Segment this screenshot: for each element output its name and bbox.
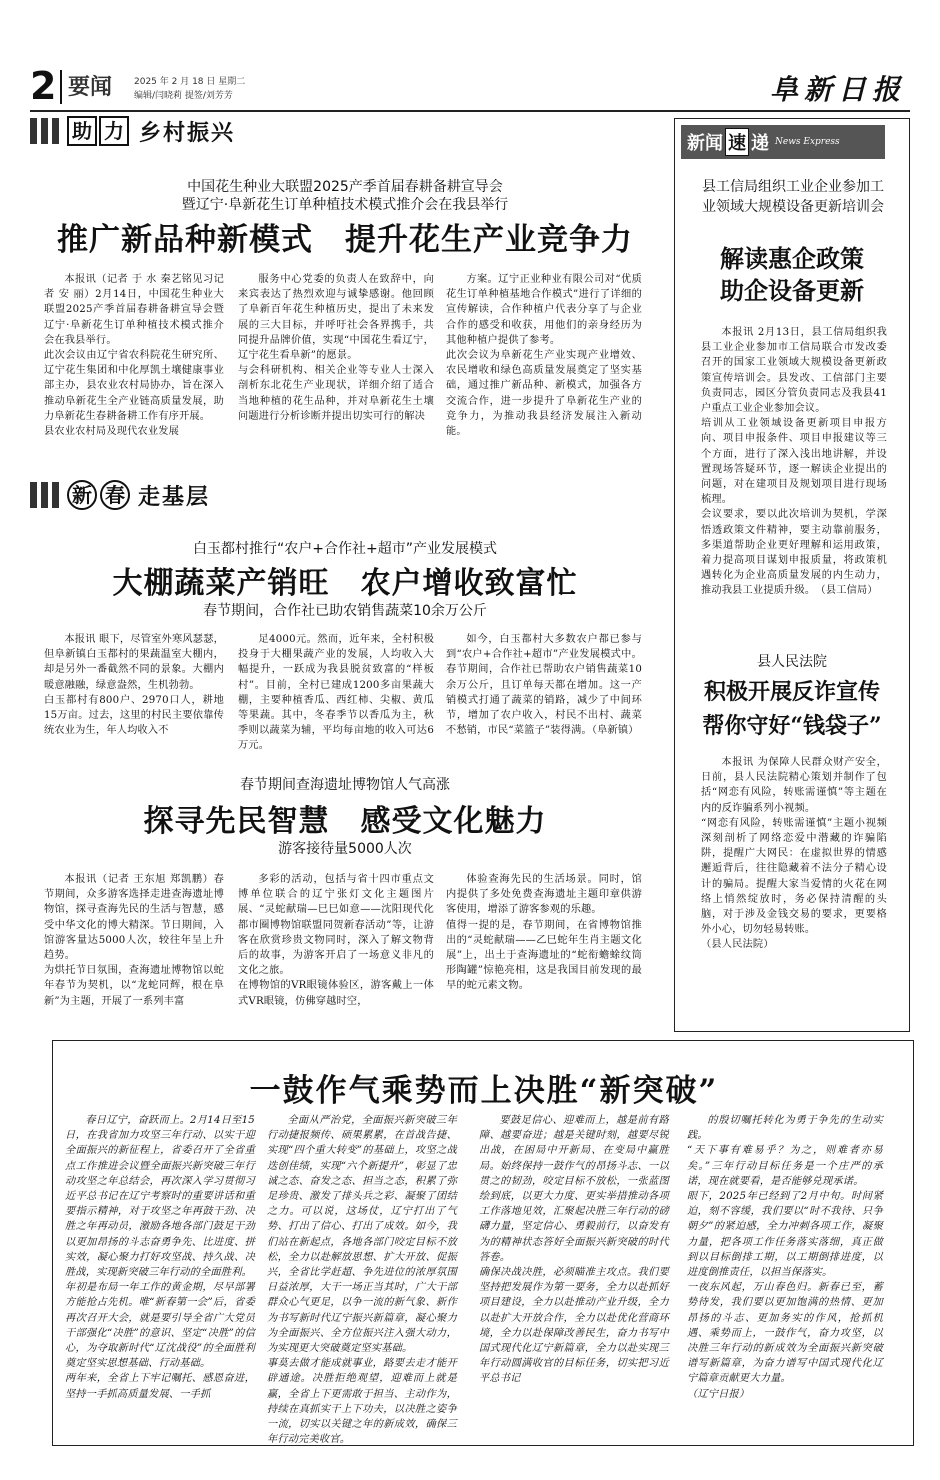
header-prefix: 新闻 bbox=[687, 133, 723, 154]
banner-title: 走基层 bbox=[138, 484, 211, 510]
story2-body: 本报讯 为保障人民群众财产安全，日前，县人民法院精心策划并制作了包括“网恋有风险，转账需谨慎”等主题在内的反诈骗系列小视频。 “网恋有风险，转账需谨慎”主题小视频深刻剖析了网络恋爱中潜藏的诈骗陷阱，提醒广大网民：在虚拟世界的情感邂逅背后，往往隐藏着不法分子精心设计的骗局。提醒大家当爱情的火花在网络上悄然绽放时，务必保持清醒的头脑，对于涉及金钱交易的要求，更要格外小心，切勿轻易转账。 （县人民法院） bbox=[701, 757, 887, 951]
banner-bars bbox=[30, 482, 59, 508]
article3-col3: 体验查海先民的生活场景。同时，馆内提供了多处免费查海遗址主题印章供游客使用，增添了游客参观的乐趣。 值得一提的是，春节期间，在省博物馆推出的“灵蛇献瑞——乙巳蛇年生肖主题文化展”上，出土于查海遗址的“蛇衔蟾蜍纹筒形陶罐”惊艳亮相，这是我国目前发现的最早的蛇元素文物。 bbox=[446, 874, 642, 992]
article2-subhead: 春节期间，合作社已助农销售蔬菜10余万公斤 bbox=[203, 603, 487, 619]
page-number: 2 bbox=[30, 64, 57, 108]
story2-kicker: 县人民法院 bbox=[757, 654, 827, 670]
masthead bbox=[30, 66, 910, 108]
article3-headline: 探寻先民智慧 感受文化魅力 bbox=[143, 804, 547, 839]
article1-kicker-2: 暨辽宁·阜新花生订单种植技术模式推介会在我县举行 bbox=[181, 197, 509, 213]
article2-col1: 本报讯 眼下，尽管室外寒风瑟瑟，但阜新镇白玉都村的果蔬温室大棚内，却是另外一番截然不同的景象。大棚内暖意融融，绿意盎然，生机勃勃。 白玉都村有800户、2970口人，耕地15万亩。过去，这里的村民主要依靠传统农业为生，年人均收入不 bbox=[44, 634, 224, 737]
banner-title: 乡村振兴 bbox=[139, 120, 236, 146]
editorial-col4: 的殷切嘱托转化为勇于争先的生动实践。 “天下事有难易乎？为之，则难者亦易矣。”三年行动目标任务是一个庄严的承诺，现在就要看，是否能够兑现承诺。 眼下，2025年已经到了2月中旬。时间紧迫，刻不容缓，我们要以“时不我待、只争朝夕”的紧迫感，全力冲刺各项工作，凝聚力量，把各项工作任务落实落细，真正做到以目标倒排工期，以工期倒排进度，以进度倒推责任，以担当保落实。 一夜东风起，万山春色归。新春已至，蓄势待发，我们要以更加饱满的热情、更加昂扬的斗志、更加务实的作风，抢抓机遇、乘势而上，一鼓作气，奋力攻坚，以决胜三年行动的新成效为全面振兴新突破谱写新篇章，为奋力谱写中国式现代化辽宁篇章贡献更大力量。 （辽宁日报） bbox=[687, 1115, 883, 1400]
story1-kicker: 县工信局组织工业企业参加工业领域大规模设备更新培训会 bbox=[702, 179, 884, 215]
article2-col3: 如今，白玉都村大多数农户都已参与到“农户+合作社+超市”产业发展模式中。春节期间，合作社已帮助农户销售蔬菜10余万公斤，且订单每天都在增加。这一产销模式打通了蔬菜的销路，减少了中间环节，增加了农户收入，村民不出村、蔬菜不愁销，市民“菜篮子”装得满。（阜新镇） bbox=[446, 634, 642, 737]
article3-col1: 本报讯（记者 王东旭 郑凯鹏）春节期间，众多游客选择走进查海遗址博物馆，探寻查海先民的生活与智慧，感受中华文化的博大精深。节日期间，入馆游客量达5000人次，较往年呈上升趋势。 为烘托节日氛围，查海遗址博物馆以蛇年春节为契机，以“龙蛇同辉，根在阜新”为主题，开展了一系列丰富 bbox=[44, 874, 224, 1007]
date-line: 2025 年 2 月 18 日 星期二 bbox=[134, 77, 246, 87]
article1-col2: 服务中心党委的负责人在致辞中，向来宾表达了热烈欢迎与诚挚感谢。他回顾了阜新百年花生种植历史，提出了未来发展的三大目标，并呼吁社会各界携手，共同提升品牌价值，实现“中国花生看辽宁，辽宁花生看阜新”的愿景。 与会科研机构、相关企业等专业人士深入剖析东北花生产业现状，详细介绍了适合当地种植的花生品种，并对阜新花生土壤问题进行分析诊断并提出切实可行的解决 bbox=[238, 274, 434, 422]
article1-headline: 推广新品种新模式 提升花生产业竞争力 bbox=[57, 222, 633, 258]
masthead-divider bbox=[60, 70, 62, 104]
banner-bars bbox=[30, 118, 59, 144]
news-express-header bbox=[681, 125, 885, 159]
article3-subhead: 游客接待量5000人次 bbox=[278, 841, 412, 857]
section-banner-newyear bbox=[30, 482, 210, 508]
article2-kicker: 白玉都村推行“农户+合作社+超市”产业发展模式 bbox=[193, 541, 497, 557]
story2-headline-2: 帮你守好“钱袋子” bbox=[702, 713, 882, 739]
news-express-box bbox=[674, 118, 910, 1032]
article2-headline: 大棚蔬菜产销旺 农户增收致富忙 bbox=[112, 566, 578, 601]
paper-name: 阜新日报 bbox=[769, 73, 906, 106]
story1-body: 本报讯 2月13日，县工信局组织我县工业企业参加市工信局联合市发改委召开的国家工业领域大规模设备更新政策宣传培训会。县发改、工信部门主要负责同志，园区分管负责同志及我县41户重点工业企业参加会议。 培训从工业领域设备更新项目申报方向、项目申报条件、项目申报建议等三个方面，进行了深入浅出地讲解，并设置现场答疑环节，逐一解读企业提出的问题，对在建项目及规划项目进行现场梳理。 会议要求，要以此次培训为契机，学深悟透政策文件精神，要主动靠前服务，多渠道帮助企业更好理解和运用政策，着力提高项目谋划申报质量，将政策机遇转化为企业高质量发展的内生动力，推动我县工业提质升级。 （县工信局） bbox=[701, 327, 887, 597]
article1-col3: 方案。辽宁正业种业有限公司对“优质花生订单种植基地合作模式”进行了详细的宣传解读，合作种植户代表分享了与企业合作的感受和收获，用他们的亲身经历为其他种植户提供了参考。 此次会议为阜新花生产业实现产业增效、农民增收和绿色高质量发展奠定了坚实基础，通过推广新品种、新模式，加强各方交流合作，进一步提升了阜新花生产业的竞争力，为推动我县经济发展注入新动能。 bbox=[446, 274, 642, 438]
article2-col2: 足4000元。然而，近年来，全村积极投身于大棚果蔬产业的发展，人均收入大幅提升，一跃成为我县脱贫致富的“样板村”。目前，全村已建成1200多亩果蔬大棚，主要种植香瓜、西红柿、尖椒、黄瓜等果蔬。其中，冬春季节以香瓜为主，秋季则以蔬菜为辅，平均每亩地的收入可达6万元。 bbox=[238, 634, 434, 752]
masthead-rule bbox=[30, 110, 910, 112]
header-boxed-char: 速 bbox=[725, 128, 749, 156]
editorial-col3: 要鼓足信心、迎难而上，越是前有路障、越要奋进；越是关键时刻，越要尽锐出战，在困局中开新局、在变局中赢胜局。始终保持一鼓作气的昂扬斗志、一以贯之的韧劲，咬定目标不放松，一张蓝图绘到底，以更大力度、更实举措推动各项工作落地见效，汇聚起决胜三年行动的磅礴力量，坚定信心、勇毅前行，以奋发有为的精神状态答好全面振兴新突破的时代答卷。 确保决战决胜，必须瞄准主攻点。我们要坚持把发展作为第一要务，全力以赴抓好项目建设，全力以赴推动产业升级，全力以赴扩大开放合作，全力以赴优化营商环境，全力以赴保障改善民生，奋力书写中国式现代化辽宁新篇章，全力以赴实现三年行动圆满收官的目标任务，切实把习近平总书记 bbox=[479, 1115, 669, 1385]
banner-char-2: 春 bbox=[100, 480, 130, 510]
header-suffix: 递 bbox=[751, 133, 769, 154]
article3-col2: 多彩的活动，包括与省十四市重点文博单位联合的辽宁张灯文化主题图片展、“灵蛇献瑞—巳巳如意——沈阳现代化都市圈博物馆联盟同贺新春活动”等，让游客在欣赏珍贵文物同时，深入了解文物背后的故事，为游客开启了一场意义非凡的文化之旅。 在博物馆的VR眼镜体验区，游客戴上一体式VR眼镜，仿佛穿越时空， bbox=[238, 874, 434, 1007]
header-english: News Express bbox=[775, 137, 840, 147]
editorial-headline: 一鼓作气乘势而上决胜“新突破” bbox=[249, 1073, 719, 1109]
article1-col1: 本报讯（记者 于 水 秦艺铭见习记者 安 丽）2月14日，中国花生种业大联盟2025产季首届春耕备耕宣导会暨辽宁·阜新花生订单种植技术模式推介会在我县举行。 此次会议由辽宁省农科院花生研究所、辽宁花生集团和中化厚凯土壤健康事业部主办，县农业农村局协办，旨在深入推动阜新花生全产业链高质量发展，助力阜新花生春耕备耕工作有序开展。 县农业农村局及现代农业发展 bbox=[44, 274, 224, 438]
story1-headline-2: 助企设备更新 bbox=[720, 276, 864, 305]
story2-headline-1: 积极开展反诈宣传 bbox=[703, 679, 880, 705]
editor-line: 编辑/闫晓莉 提签/刘芳芳 bbox=[134, 91, 233, 101]
article1-kicker-1: 中国花生种业大联盟2025产季首届春耕备耕宣导会 bbox=[187, 179, 503, 195]
banner-char-1: 新 bbox=[67, 480, 97, 510]
section-banner-rural bbox=[30, 118, 235, 144]
banner-char-1: 助 bbox=[67, 116, 97, 146]
editorial-col1: 春日辽宁，奋跃而上。2月14日至15日，在我省加力攻坚三年行动、以实干迎全面振兴的新征程上，省委召开了全省重点工作推进会议暨全面振兴新突破三年行动攻坚之年总结会，再次深入学习贯彻习近平总书记在辽宁考察时的重要讲话和重要指示精神，对于攻坚之年再鼓干劲、决胜之年再动员，激励各地各部门鼓足干劲以更加昂扬的斗志奋勇争先、比进度、拼实效，凝心聚力打好攻坚战、持久战、决胜战，实现新突破三年行动的全面胜利。 年初是布局一年工作的黄金期，尽早部署方能抢占先机。唯“新春第一会”后，省委再次召开大会，就是要引导全省广大党员干部强化“决胜”的意识、坚定“决胜”的信心，为夺取新时代“辽沈战役”的全面胜利奠定坚实思想基础、行动基础。 两年来，全省上下牢记嘱托、感恩奋进，坚持一手抓高质量发展、一手抓 bbox=[65, 1115, 255, 1400]
editorial-col2: 全面从严治党，全面振兴新突破三年行动捷报频传、硕果累累，在首战告捷、实现“四个重大转变”的基础上，攻坚之战迭创佳绩，实现“六个新提升”，彰显了忠诚之态、奋发之态、担当之态，积累了弥足珍贵、激发了排头兵之彩、凝聚了团结之力。可以说，这场仗，辽宁打出了气势、打出了信心、打出了成效。如今，我们站在新起点，各地各部门咬定目标不放松，全力以赴解放思想、扩大开放、促振兴，全省比学赶超、争先进位的浓厚氛围日益浓厚，大干一场正当其时，广大干部群众心气更足，以争一流的新气象、新作为书写新时代辽宁振兴新篇章，凝心聚力为全面振兴、全方位振兴注入强大动力，为实现更大突破奠定坚实基础。 事莫去做才能成就事业，路要去走才能开辟通途。决胜拒绝观望，迎难而上就是赢，全省上下更需敢于担当、主动作为，持续在真抓实干上下功夫，以决胜之姿争一流，切实以关键之年的新成效，确保三年行动完美收官。 bbox=[267, 1115, 457, 1446]
story1-headline-1: 解读惠企政策 bbox=[720, 244, 864, 273]
banner-char-2: 力 bbox=[99, 116, 129, 146]
editorial-box bbox=[52, 1040, 914, 1446]
section-name: 要闻 bbox=[68, 75, 113, 100]
article3-kicker: 春节期间查海遗址博物馆人气高涨 bbox=[240, 777, 450, 793]
